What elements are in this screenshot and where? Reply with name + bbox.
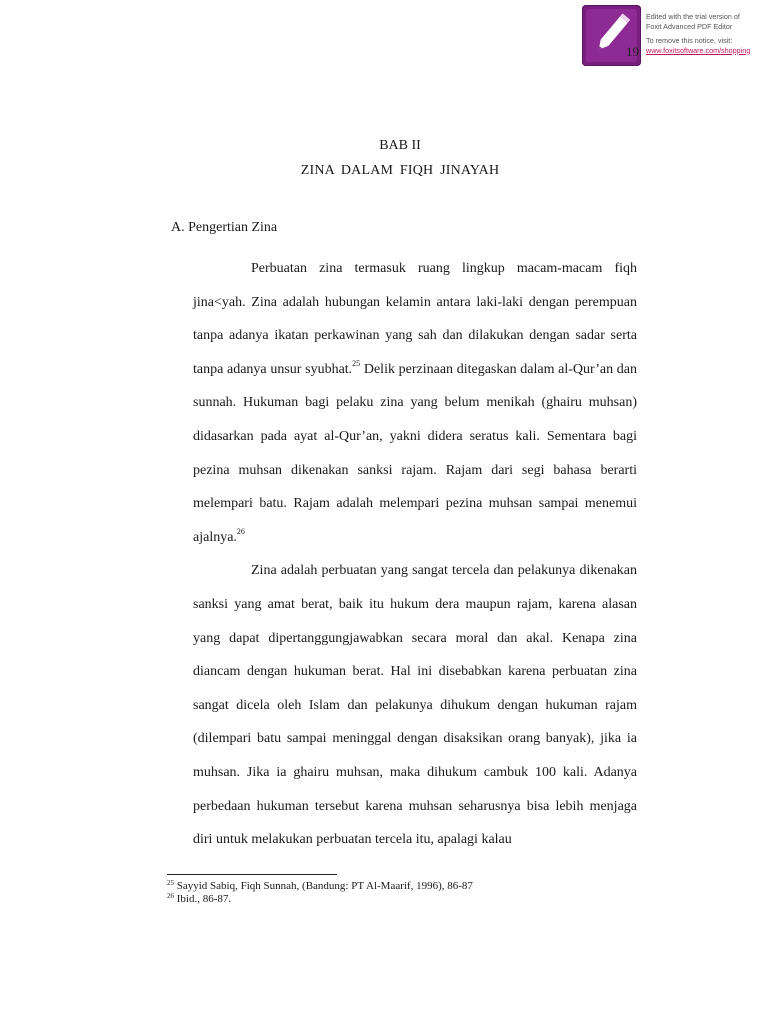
section-heading: A. Pengertian Zina (171, 220, 278, 235)
footnote-ref: 26 (236, 526, 245, 536)
watermark-line: Foxit Advanced PDF Editor (646, 21, 733, 31)
footnote-text: Ibid., 86-87. (174, 892, 232, 905)
watermark-line: Edited with the trial version of (646, 12, 740, 21)
paragraph-text: Perbuatan zina termasuk ruang lingkup macam-macam fiqh jina<yah. Zina adalah hubungan kelamin antara laki-laki dengan perempuan tanpa adanya ikatan perkawinan yang sah dan dilakukan dengan sadar serta tanpa adanya unsur syubhat. (193, 261, 637, 377)
watermark-notice (646, 12, 764, 55)
footnote-ref: 25 (352, 358, 361, 368)
footnote-text: Sayyid Sabiq, Fiqh Sunnah, (Bandung: PT Al-Maarif, 1996), 86-87 (174, 880, 473, 892)
body-text (193, 252, 637, 857)
footnote (167, 893, 607, 906)
paragraph: Zina adalah perbuatan yang sangat tercela dan pelakunya dikenakan sanksi yang amat berat, baik itu hukum dera maupun rajam, karena alasan yang dapat dipertanggungjawabkan secara moral dan akal. Kenapa zina diancam dengan hukuman berat. Hal ini disebabkan karena perbuatan zina sangat dicela oleh Islam dan pelakunya dihukum dengan hukuman rajam (dilempari batu sampai meninggal dengan disaksikan orang banyak), jika ia muhsan. Jika ia ghairu muhsan, maka dihukum cambuk 100 kali. Adanya perbedaan hukuman tersebut karena muhsan seharusnya bisa lebih menjaga diri untuk melakukan perbuatan tercela itu, apalagi kalau (193, 563, 637, 848)
footnote-divider (167, 874, 337, 875)
chapter-title: ZINA DALAM FIQH JINAYAH (300, 163, 500, 178)
footnote (167, 880, 607, 893)
footnotes (167, 880, 607, 905)
watermark-line: To remove this notice, visit: (646, 36, 733, 45)
paragraph-text: Delik perzinaan ditegaskan dalam al-Qur’an dan sunnah. Hukuman bagi pelaku zina yang belum menikah (ghairu muhsan) didasarkan pada ayat al-Qur’an, yakni didera seratus kali. Sementara bagi pezina muhsan dikenakan sanksi rajam. Rajam dari segi bahasa berarti melempari batu. Rajam adalah melempari pezina muhsan sampai menemui ajalnya. (193, 361, 638, 545)
paragraph (193, 252, 637, 554)
chapter-number: BAB II (379, 138, 421, 153)
footnote-number: 25 (167, 879, 174, 887)
page-number: 19 (626, 44, 639, 59)
watermark-link[interactable]: www.foxitsoftware.com/shopping (646, 45, 751, 55)
footnote-number: 26 (167, 891, 174, 900)
